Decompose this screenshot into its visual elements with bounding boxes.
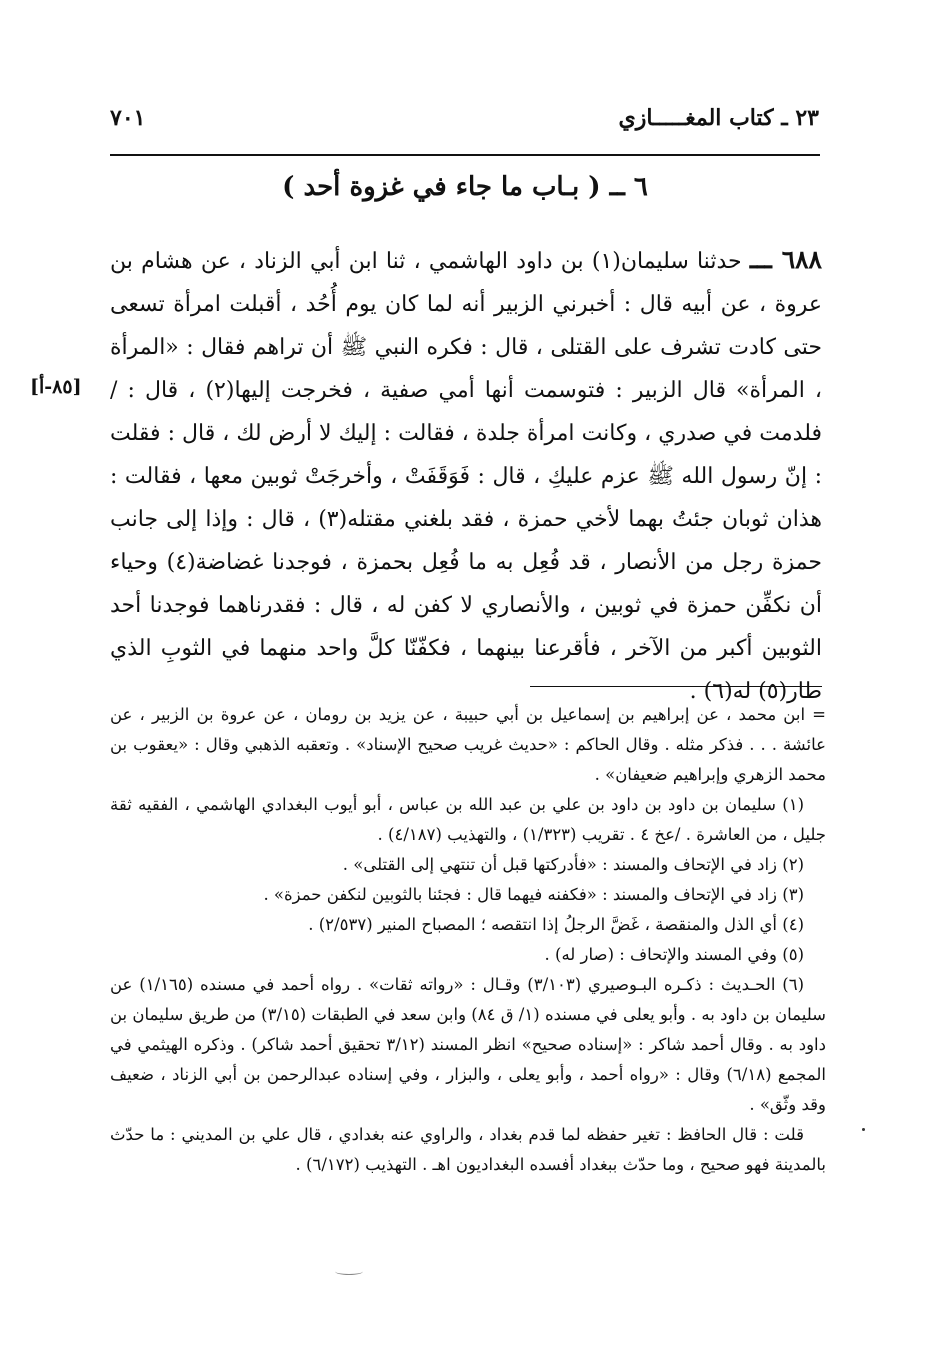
- footnote-1: (١) سليمان بن داود بن داود بن علي بن عبد الله بن عباس ، أبو أيوب البغدادي الهاشمي ، الفقيه ثقة جليل ، من العاشرة . /عخ ٤ . تقريب (١/٣٢٣) ، والتهذيب (٤/١٨٧) .: [110, 795, 826, 844]
- section-title: ٦ ــ ( بـاب ما جاء في غزوة أحد ): [282, 172, 648, 202]
- hadith-text: [110, 238, 822, 713]
- footnote-3: (٣) زاد في الإتحاف والمسند : «فكفنه فيهما قال : فجئنا بالثوبين لنكفن حمزة» .: [263, 885, 804, 904]
- footnote-6: (٦) الحـديث : ذكـره البـوصيري (٣/١٠٣) وقـال : «رواته ثقات» . رواه أحمد في مسنده (١/١٦٥) عن سليمان بن داود به . وأبو يعلى في مسنده (١/ ق ٨٤) وابن سعد في الطبقات (٣/١٥) من طريق سليمان بن داود به . وقال أحمد شاكر : «إسناده صحيح» انظر المسند (٣/١٢ تحقيق أحمد شاكر) . وذكره الهيثمي في المجمع (٦/١٨) وقال : «رواه أحمد ، وأبو يعلى ، والبزار ، وفي إسناده عبدالرحمن بن أبي الزناد ، ضعيف وقد وثّق» .: [110, 975, 826, 1114]
- header-divider: [110, 154, 820, 156]
- print-speck: [862, 1128, 865, 1131]
- bottom-ornament: [335, 1268, 363, 1275]
- footnote-4: (٤) أي الذل والمنقصة ، غَضَّ الرجلُ إذا انتقصه ؛ المصباح المنير (٢/٥٣٧) .: [308, 915, 804, 934]
- page-number: ٧٠١: [110, 105, 146, 131]
- footnote-2: (٢) زاد في الإتحاف والمسند : «فأدركتها قبل أن تنتهي إلى القتلى» .: [342, 855, 804, 874]
- running-header-title: ٢٣ ـ كتاب المغـــــازي: [618, 105, 819, 131]
- footnote-remark: قلت : قال الحافظ : تغير حفظه لما قدم بغداد ، والراوي عنه بغدادي ، قال علي بن المديني : ما حدّث بالمدينة فهو صحيح ، وما حدّث ببغداد أفسده البغداديون اهـ . التهذيب (٦/١٧٢) .: [110, 1125, 826, 1174]
- footnote-divider: [530, 686, 822, 687]
- footnotes: [110, 700, 826, 1180]
- hadith-paragraph: [110, 238, 822, 713]
- manuscript-folio-marker: [٨٥-أ]: [30, 376, 82, 398]
- footnote-continuation: = ابن محمد ، عن إبراهيم بن إسماعيل بن أبي حبيبة ، عن يزيد بن رومان ، عن عروة بن الزبير ، عن عائشة . . . فذكر مثله . وقال الحاكم : «حديث غريب صحيح الإسناد» . وتعقبه الذهبي وقال : «يعقوب بن محمد الزهري وإبراهيم ضعيفان» .: [110, 705, 826, 784]
- hadith-number: ٦٨٨ ـــ: [749, 245, 822, 274]
- footnote-5: (٥) وفي المسند والإتحاف : (صار له) .: [544, 945, 804, 964]
- hadith-body: حدثنا سليمان(١) بن داود الهاشمي ، ثنا ابن أبي الزناد ، عن هشام بن عروة ، عن أبيه قال : أخبرني الزبير أنه لما كان يوم أُحُد ، أقبلت امرأة تسعى حتى كادت تشرف على القتلى ، قال : فكره النبي ﷺ أن تراهم فقال : «المرأة ، المرأة» قال الزبير : فتوسمت أنها أمي صفية ، فخرجت إليها(٢) ، قال : / فلدمت في صدري ، وكانت امرأة جلدة ، فقالت : إليك لا أرض لك ، قال : فقلت : إنّ رسول الله ﷺ عزم عليكِ ، قال : فَوَقَفَتْ ، وأخرجَتْ ثوبين معها ، فقالت : هذان ثوبان جئتُ بهما لأخي حمزة ، فقد بلغني مقتله(٣) ، قال : وإذا إلى جانب حمزة رجل من الأنصار ، قد فُعِل به ما فُعِل بحمزة ، فوجدنا غضاضة(٤) وحياء أن نكفِّن حمزة في ثوبين ، والأنصاري لا كفن له ، قال : فقدرناهما فوجدنا أحد الثوبين أكبر من الآخر ، فأقرعنا بينهما ، فكفّنّا كلَّ واحد منهما في الثوبِ الذي طار(٥) له(٦) .: [110, 249, 822, 704]
